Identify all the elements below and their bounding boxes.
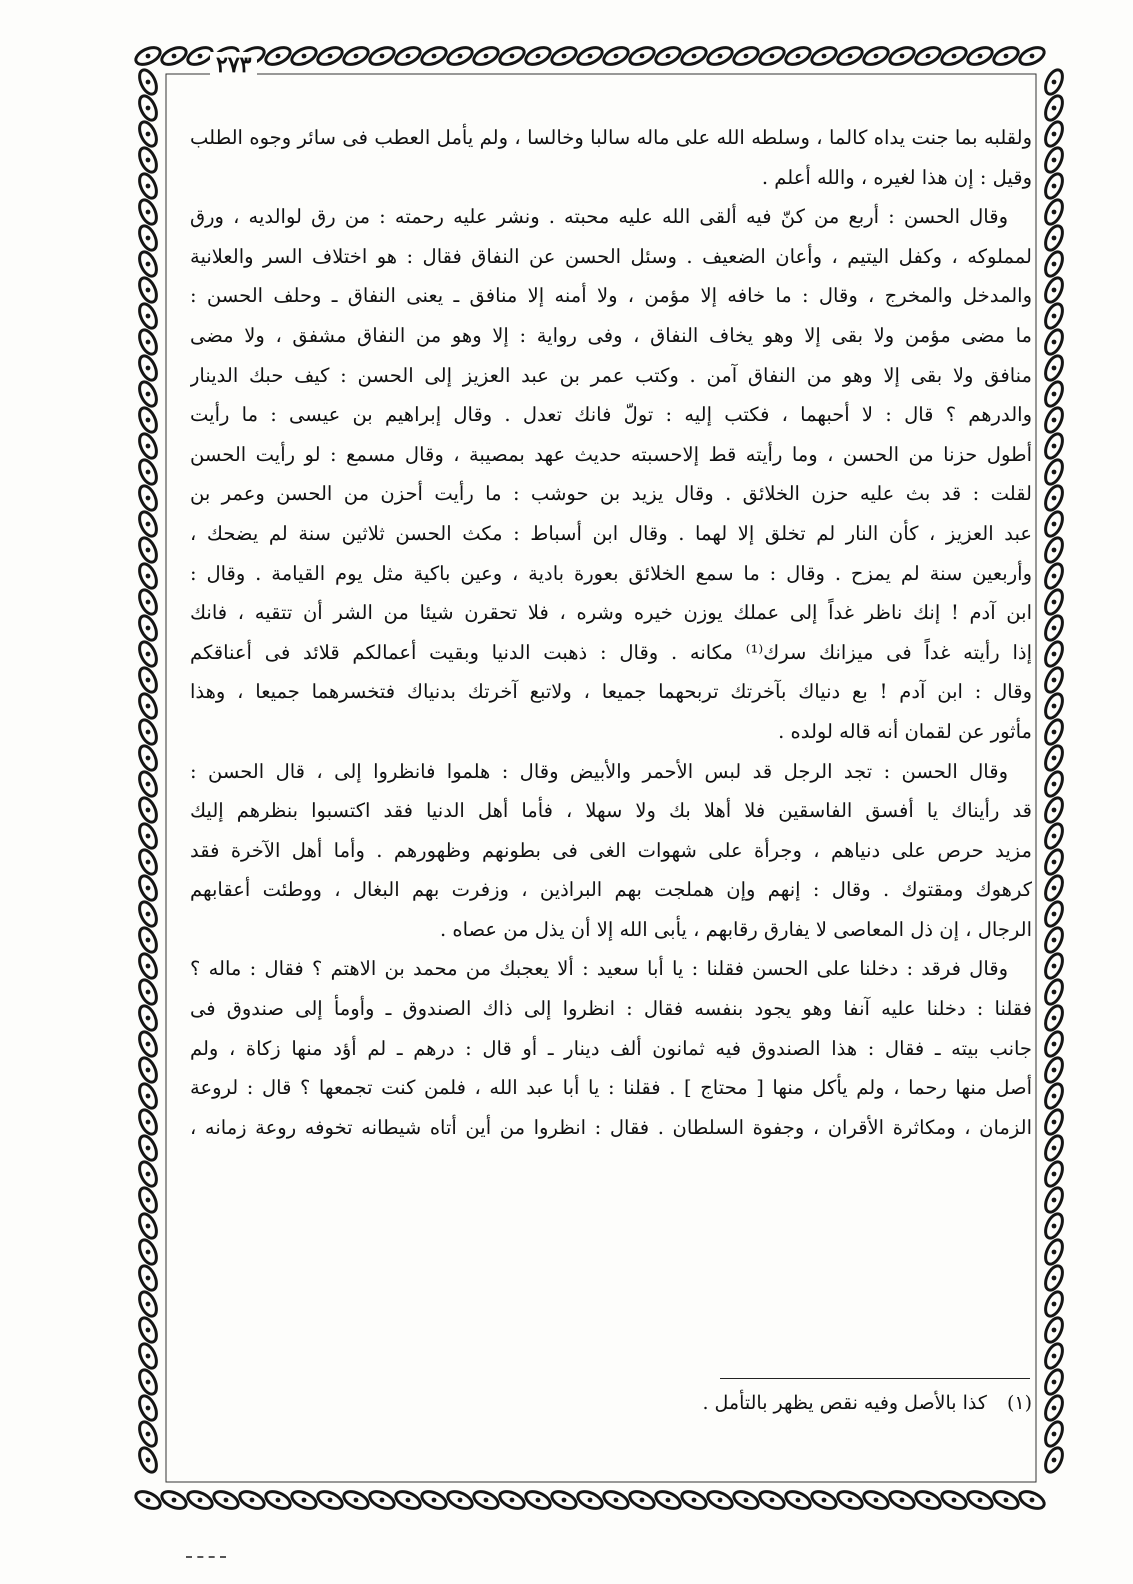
border-link	[315, 1488, 344, 1512]
border-link	[315, 44, 344, 68]
border-link	[783, 44, 812, 68]
border-link	[1042, 431, 1066, 460]
border-link	[1042, 119, 1066, 148]
border-link	[939, 1488, 968, 1512]
border-link	[809, 1488, 838, 1512]
border-link	[136, 717, 160, 746]
border-link	[601, 44, 630, 68]
border-link	[136, 1263, 160, 1292]
border-link	[1042, 587, 1066, 616]
border-link	[1042, 457, 1066, 486]
border-link	[1042, 1367, 1066, 1396]
border-link	[1042, 873, 1066, 902]
border-link	[523, 1488, 552, 1512]
footnote-marker: (١)	[1006, 1392, 1032, 1414]
border-link	[1042, 1003, 1066, 1032]
border-link	[136, 353, 160, 382]
text-line: وقال : ابن آدم ! بع دنياك بآخرتك تربحهما جميعا ، ولاتبع آخرتك بدنياك فتخسرهما جميعا ، وهذا	[190, 680, 1032, 704]
border-link	[1042, 1081, 1066, 1110]
border-link	[991, 1488, 1020, 1512]
border-link	[136, 873, 160, 902]
border-link	[653, 1488, 682, 1512]
border-link	[471, 44, 500, 68]
border-link	[757, 44, 786, 68]
text-line: الرجال ، إن ذل المعاصى لا يفارق رقابهم ، يأبى الله إلا أن يذل من عصاه .	[439, 917, 1032, 941]
text-line: وأربعين سنة لم يمزح . وقال : ما سمع الخلائق بعورة بادية ، وعين باكية مثل يوم القيامة . وقال :	[190, 561, 1032, 585]
border-link	[1042, 717, 1066, 746]
border-link	[1042, 665, 1066, 694]
text-line: وقيل : إن هذا لغيره ، والله أعلم .	[761, 165, 1032, 189]
border-link	[575, 44, 604, 68]
border-link	[136, 1185, 160, 1214]
border-link	[136, 1211, 160, 1240]
border-link	[445, 44, 474, 68]
text-line: أطول حزنا من الحسن ، وما رأيته قط إلاحسبته حديث عهد بمصيبة ، وقال مسمع : لو رأيت الحسن	[190, 442, 1032, 466]
border-link	[136, 457, 160, 486]
border-link	[1042, 483, 1066, 512]
border-link	[341, 44, 370, 68]
border-link	[136, 405, 160, 434]
border-link	[136, 223, 160, 252]
border-link	[1042, 1055, 1066, 1084]
border-link	[136, 977, 160, 1006]
text-line: والمدخل والمخرج ، وقال : ما خافه إلا مؤمن ، ولا أمنه إلا منافق ـ يعنى النفاق ـ وحلف الحسن :	[190, 284, 1032, 308]
border-link	[367, 44, 396, 68]
main-text	[190, 118, 1032, 1147]
border-link	[1042, 145, 1066, 174]
border-link	[471, 1488, 500, 1512]
border-link	[136, 587, 160, 616]
text-line: لقلت : قد بث عليه حزن الخلائق . وقال يزيد بن حوشب : ما رأيت أحزن من الحسن وعمر بن	[190, 482, 1032, 506]
border-link	[136, 1159, 160, 1188]
border-link	[1042, 1315, 1066, 1344]
border-link	[1042, 561, 1066, 590]
border-link	[1042, 1107, 1066, 1136]
border-link	[289, 44, 318, 68]
border-link	[1017, 44, 1046, 68]
text-line: منافق ولا بقى إلا وهو من النفاق آمن . وكتب عمر بن عبد العزيز إلى الحسن : كيف حبك الدينار	[190, 363, 1032, 387]
border-link	[1042, 1133, 1066, 1162]
border-link	[1042, 1211, 1066, 1240]
border-link	[445, 1488, 474, 1512]
border-link	[861, 44, 890, 68]
border-link	[211, 1488, 240, 1512]
border-link	[136, 119, 160, 148]
footnote-divider	[720, 1378, 1030, 1379]
text-line: والدرهم ؟ قال : لا أحبهما ، فكتب إليه : تولّ فانك تعدل . وقال إبراهيم بن عيسى : ما رأيت	[190, 403, 1032, 427]
border-link	[1042, 301, 1066, 330]
border-link	[136, 1003, 160, 1032]
text-line: لمملوكه ، وكفل اليتيم ، وأعان الضعيف . وسئل الحسن عن النفاق فقال : هو اختلاف السر والعلانية	[190, 244, 1032, 268]
text-line: ابن آدم ! إنك ناظر غداً إلى عملك يوزن خيره وشره ، فلا تحقرن شيئا من الشر أن تتقيه ، فانك	[190, 601, 1032, 625]
border-link	[1042, 691, 1066, 720]
footnote	[600, 1392, 1032, 1414]
border-link	[1042, 795, 1066, 824]
border-link	[136, 431, 160, 460]
border-link	[705, 44, 734, 68]
border-link	[731, 44, 760, 68]
border-link	[136, 1393, 160, 1422]
border-link	[419, 1488, 448, 1512]
text-line: قد رأيناك يا أفسق الفاسقين فلا أهلا بك ولا سهلا ، فأما أهل الدنيا فقد اكتسبوا بنظرهم إليك	[190, 799, 1032, 823]
border-link	[913, 1488, 942, 1512]
border-link	[1042, 951, 1066, 980]
border-link	[136, 665, 160, 694]
border-link	[1042, 1393, 1066, 1422]
border-link	[1042, 535, 1066, 564]
border-link	[136, 145, 160, 174]
border-link	[136, 691, 160, 720]
border-link	[991, 44, 1020, 68]
text-line: وقال الحسن : تجد الرجل قد لبس الأحمر والأبيض وقال : هلموا فانظروا إلى ، قال الحسن :	[190, 759, 1008, 783]
border-link	[1042, 1263, 1066, 1292]
border-link	[627, 44, 656, 68]
border-link	[1042, 613, 1066, 642]
text-line: جانب بيته ـ فقال : هذا الصندوق فيه ثمانون ألف دينار ـ أو قال : درهم ـ لم أؤد منها زكاة ، ولم	[190, 1036, 1032, 1060]
border-link	[1042, 1237, 1066, 1266]
border-link	[159, 1488, 188, 1512]
border-link	[1042, 223, 1066, 252]
border-link	[136, 769, 160, 798]
border-link	[419, 44, 448, 68]
border-link	[289, 1488, 318, 1512]
text-line: ولقلبه بما جنت يداه كالما ، وسلطه الله على ماله سالبا وخالسا ، ولم يأمل العطب فى سائر وجوه الطلب	[190, 126, 1032, 149]
border-link	[136, 379, 160, 408]
border-link	[1042, 171, 1066, 200]
border-link	[497, 44, 526, 68]
border-link	[1042, 821, 1066, 850]
border-link	[136, 1341, 160, 1370]
border-link	[523, 44, 552, 68]
border-link	[136, 795, 160, 824]
border-link	[136, 1419, 160, 1448]
border-link	[1042, 1159, 1066, 1188]
border-link	[783, 1488, 812, 1512]
border-link	[136, 561, 160, 590]
border-link	[341, 1488, 370, 1512]
border-link	[136, 1133, 160, 1162]
border-link	[939, 44, 968, 68]
border-link	[136, 67, 160, 96]
border-link	[159, 44, 188, 68]
border-link	[136, 275, 160, 304]
border-link	[679, 44, 708, 68]
border-link	[1042, 639, 1066, 668]
border-link	[809, 44, 838, 68]
border-link	[627, 1488, 656, 1512]
border-link	[136, 483, 160, 512]
border-link	[1042, 1419, 1066, 1448]
border-link	[679, 1488, 708, 1512]
border-link	[133, 1488, 162, 1512]
border-link	[731, 1488, 760, 1512]
border-link	[136, 327, 160, 356]
border-link	[549, 44, 578, 68]
border-link	[1042, 379, 1066, 408]
border-link	[653, 44, 682, 68]
text-line: ما مضى مؤمن ولا بقى إلا وهو يخاف النفاق ، وفى رواية : إلا وهو من النفاق مشفق ، ولا مضى	[190, 323, 1032, 347]
border-link	[1042, 93, 1066, 122]
footnote-text: كذا بالأصل وفيه نقص يظهر بالتأمل .	[702, 1392, 987, 1414]
border-link	[136, 743, 160, 772]
border-link	[263, 44, 292, 68]
border-link	[1042, 405, 1066, 434]
border-link	[367, 1488, 396, 1512]
border-link	[1042, 769, 1066, 798]
border-link	[136, 1289, 160, 1318]
border-link	[136, 535, 160, 564]
scan-mark	[186, 1556, 226, 1560]
border-link	[263, 1488, 292, 1512]
text-line: مزيد حرص على دنياهم ، وجرأة على شهوات الغى فى بطونهم وظهورهم . وأما أهل الآخرة فقد	[190, 838, 1032, 862]
border-link	[965, 1488, 994, 1512]
border-link	[1042, 743, 1066, 772]
border-link	[887, 44, 916, 68]
border-link	[136, 1445, 160, 1474]
text-line: وقال الحسن : أربع من كنّ فيه ألقى الله عليه محبته . ونشر عليه رحمته : من رق لوالديه ، ورق	[190, 205, 1008, 229]
border-link	[1042, 977, 1066, 1006]
border-link	[136, 1081, 160, 1110]
border-link	[393, 1488, 422, 1512]
border-link	[1042, 275, 1066, 304]
border-link	[757, 1488, 786, 1512]
border-link	[575, 1488, 604, 1512]
border-link	[136, 1029, 160, 1058]
border-link	[1042, 249, 1066, 278]
border-link	[136, 951, 160, 980]
border-link	[965, 44, 994, 68]
border-link	[133, 44, 162, 68]
border-link	[136, 249, 160, 278]
text-line: وقال فرقد : دخلنا على الحسن فقلنا : يا أبا سعيد : ألا يعجبك من محمد بن الاهتم ؟ فقال : ماله ؟	[190, 957, 1008, 981]
border-link	[1042, 1029, 1066, 1058]
border-link	[136, 171, 160, 200]
border-link	[1042, 1445, 1066, 1474]
border-link	[497, 1488, 526, 1512]
text-line: مأثور عن لقمان أنه قاله لولده .	[778, 719, 1032, 743]
text-line: أصل منها رحما ، ولم يأكل منها [ محتاج ] . فقلنا : يا أبا عبد الله ، فلمن كنت تجمعها ؟ قال : لروعة	[190, 1076, 1032, 1100]
border-link	[185, 1488, 214, 1512]
border-link	[1042, 847, 1066, 876]
border-link	[237, 1488, 266, 1512]
border-link	[136, 925, 160, 954]
border-link	[1042, 925, 1066, 954]
border-link	[1042, 327, 1066, 356]
text-line: فقلنا : دخلنا عليه آنفا وهو يجود بنفسه فقال : انظروا إلى ذاك الصندوق ـ وأومأ إلى صندوق فى	[190, 997, 1032, 1021]
border-link	[136, 197, 160, 226]
border-link	[1042, 509, 1066, 538]
border-link	[136, 93, 160, 122]
border-link	[136, 509, 160, 538]
border-link	[1042, 353, 1066, 382]
text-line: الزمان ، ومكاثرة الأقران ، وجفوة السلطان . فقال : انظروا من أين أتاه شيطانه تخوفه روعة زمانه ،	[190, 1115, 1032, 1139]
text-line: عبد العزيز ، كأن النار لم تخلق إلا لهما . وقال ابن أسباط : مكث الحسن ثلاثين سنة لم يضحك ،	[190, 521, 1032, 545]
border-link	[136, 1367, 160, 1396]
border-link	[136, 613, 160, 642]
border-link	[136, 1315, 160, 1344]
border-link	[913, 44, 942, 68]
border-link	[136, 899, 160, 928]
border-link	[136, 301, 160, 330]
border-link	[549, 1488, 578, 1512]
text-line: كرهوك ومقتوك . وقال : إنهم وإن هملجت بهم البراذين ، وزفرت بهم البغال ، ووطئت أعقابهم	[190, 878, 1032, 902]
border-link	[136, 821, 160, 850]
border-link	[1042, 1185, 1066, 1214]
border-link	[393, 44, 422, 68]
border-link	[601, 1488, 630, 1512]
border-link	[861, 1488, 890, 1512]
border-link	[136, 1107, 160, 1136]
border-link	[1042, 899, 1066, 928]
border-link	[136, 1237, 160, 1266]
border-link	[1042, 1289, 1066, 1318]
border-link	[835, 44, 864, 68]
text-line: إذا رأيته غداً فى ميزانك سرك⁽¹⁾ مكانه . وقال : ذهبت الدنيا وبقيت أعمالكم قلائد فى أعناقكم	[190, 640, 1032, 664]
border-link	[1042, 197, 1066, 226]
border-link	[705, 1488, 734, 1512]
border-link	[136, 1055, 160, 1084]
border-link	[136, 847, 160, 876]
border-link	[1042, 67, 1066, 96]
border-link	[136, 639, 160, 668]
border-link	[1017, 1488, 1046, 1512]
border-link	[835, 1488, 864, 1512]
border-link	[887, 1488, 916, 1512]
page-number: ٢٧٣	[210, 52, 257, 78]
border-link	[1042, 1341, 1066, 1370]
